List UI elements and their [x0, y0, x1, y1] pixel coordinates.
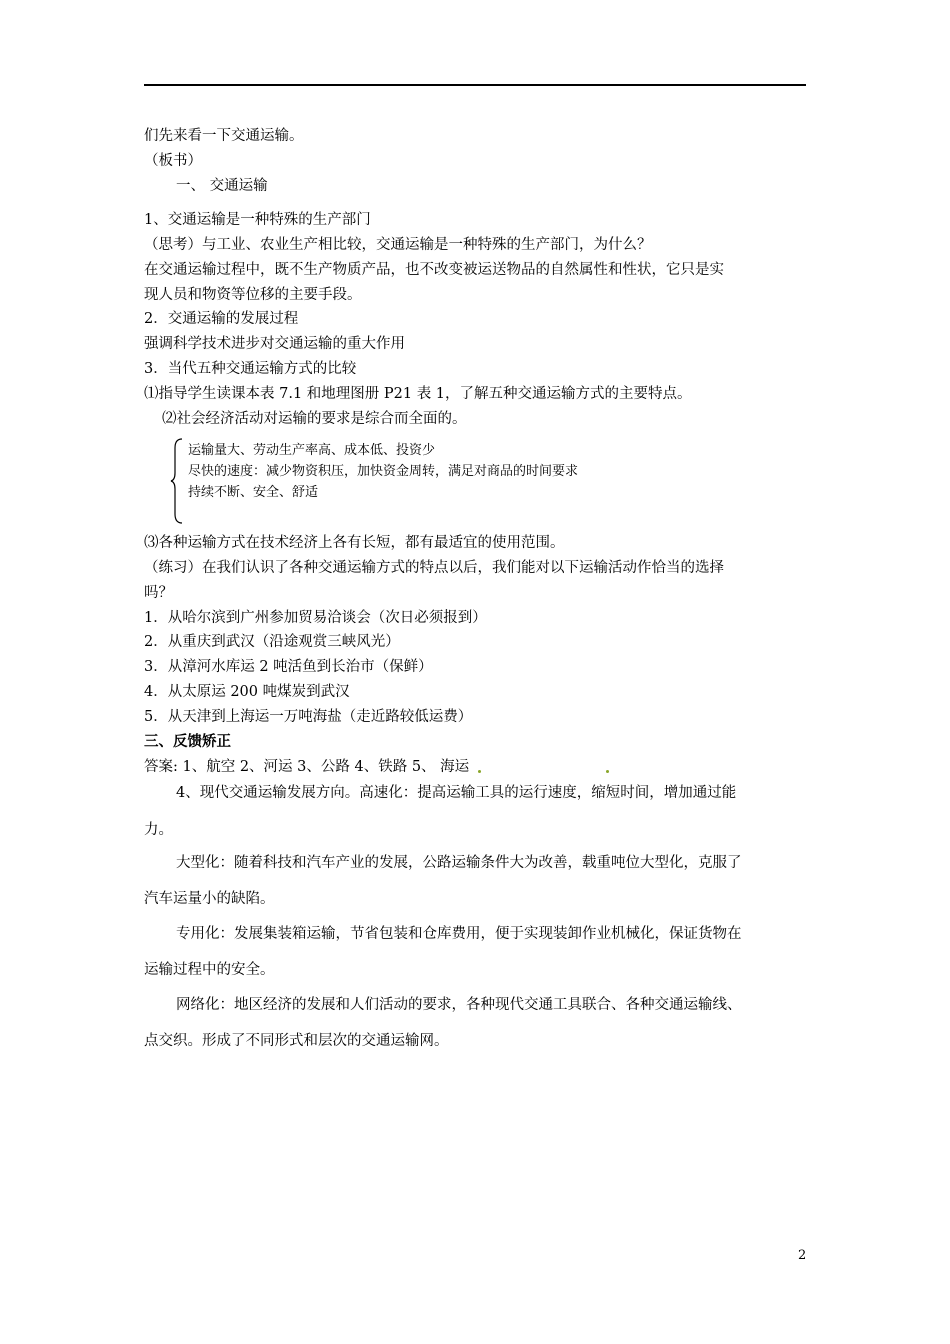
text-line: （思考）与工业、农业生产相比较，交通运输是一种特殊的生产部门，为什么？ — [144, 237, 652, 253]
text-line: 运输过程中的安全。 — [144, 962, 275, 978]
text-line: 1、交通运输是一种特殊的生产部门 — [144, 212, 371, 228]
text-line: 强调科学技术进步对交通运输的重大作用 — [144, 336, 405, 352]
text-line: 大型化：随着科技和汽车产业的发展，公路运输条件大为改善，载重吨位大型化，克服了 — [176, 855, 742, 871]
header-rule — [144, 84, 806, 86]
text-line: 在交通运输过程中，既不生产物质产品，也不改变被运送物品的自然属性和性状，它只是实 — [144, 262, 724, 278]
list-item: 5．从天津到上海运一万吨海盐（走近路较低运费） — [144, 709, 473, 725]
section-heading: 一、 交通运输 — [176, 178, 268, 194]
mark-dot — [606, 770, 609, 773]
text-line: 们先来看一下交通运输。 — [144, 128, 304, 144]
text-line: 专用化：发展集装箱运输，节省包装和仓库费用，便于实现装卸作业机械化，保证货物在 — [176, 926, 742, 942]
text-line: ⑶各种运输方式在技术经济上各有长短，都有最适宜的使用范围。 — [144, 535, 565, 551]
text-line: 4、现代交通运输发展方向。高速化：提高运输工具的运行速度，缩短时间，增加通过能 — [176, 785, 737, 801]
page-number: 2 — [798, 1248, 807, 1263]
section-heading: 三、反馈矫正 — [144, 733, 231, 750]
text-line: 力。 — [144, 822, 173, 838]
answer-line: 答案: 1、航空 2、河运 3、公路 4、铁路 5、 海运 — [144, 759, 470, 775]
brace-icon — [170, 438, 184, 524]
mark-dot — [478, 770, 481, 773]
text-line: （练习）在我们认识了各种交通运输方式的特点以后，我们能对以下运输活动作恰当的选择 — [144, 560, 724, 576]
text-line: 点交织。形成了不同形式和层次的交通运输网。 — [144, 1033, 449, 1049]
text-line: 网络化：地区经济的发展和人们活动的要求，各种现代交通工具联合、各种交通运输线、 — [176, 997, 742, 1013]
text-line: 2．交通运输的发展过程 — [144, 311, 299, 327]
text-line: ⑵社会经济活动对运输的要求是综合而全面的。 — [162, 411, 467, 427]
text-line: ⑴指导学生读课本表 7.1 和地理图册 P21 表 1，了解五种交通运输方式的主要特点。 — [144, 386, 692, 402]
requirement-item: 运输量大、劳动生产率高、成本低、投资少 — [188, 443, 436, 458]
requirement-item: 尽快的速度：减少物资积压，加快资金周转，满足对商品的时间要求 — [188, 464, 579, 479]
text-line: 吗？ — [144, 585, 173, 601]
text-line: 现人员和物资等位移的主要手段。 — [144, 287, 362, 303]
list-item: 3．从漳河水库运 2 吨活鱼到长治市（保鲜） — [144, 659, 433, 675]
list-item: 1．从哈尔滨到广州参加贸易洽谈会（次日必须报到） — [144, 610, 487, 626]
list-item: 2．从重庆到武汉（沿途观赏三峡风光） — [144, 634, 400, 650]
text-line: 汽车运量小的缺陷。 — [144, 891, 275, 907]
text-line: 3．当代五种交通运输方式的比较 — [144, 361, 357, 377]
list-item: 4．从太原运 200 吨煤炭到武汉 — [144, 684, 350, 700]
requirement-item: 持续不断、安全、舒适 — [188, 485, 319, 500]
text-line: （板书） — [144, 153, 202, 169]
